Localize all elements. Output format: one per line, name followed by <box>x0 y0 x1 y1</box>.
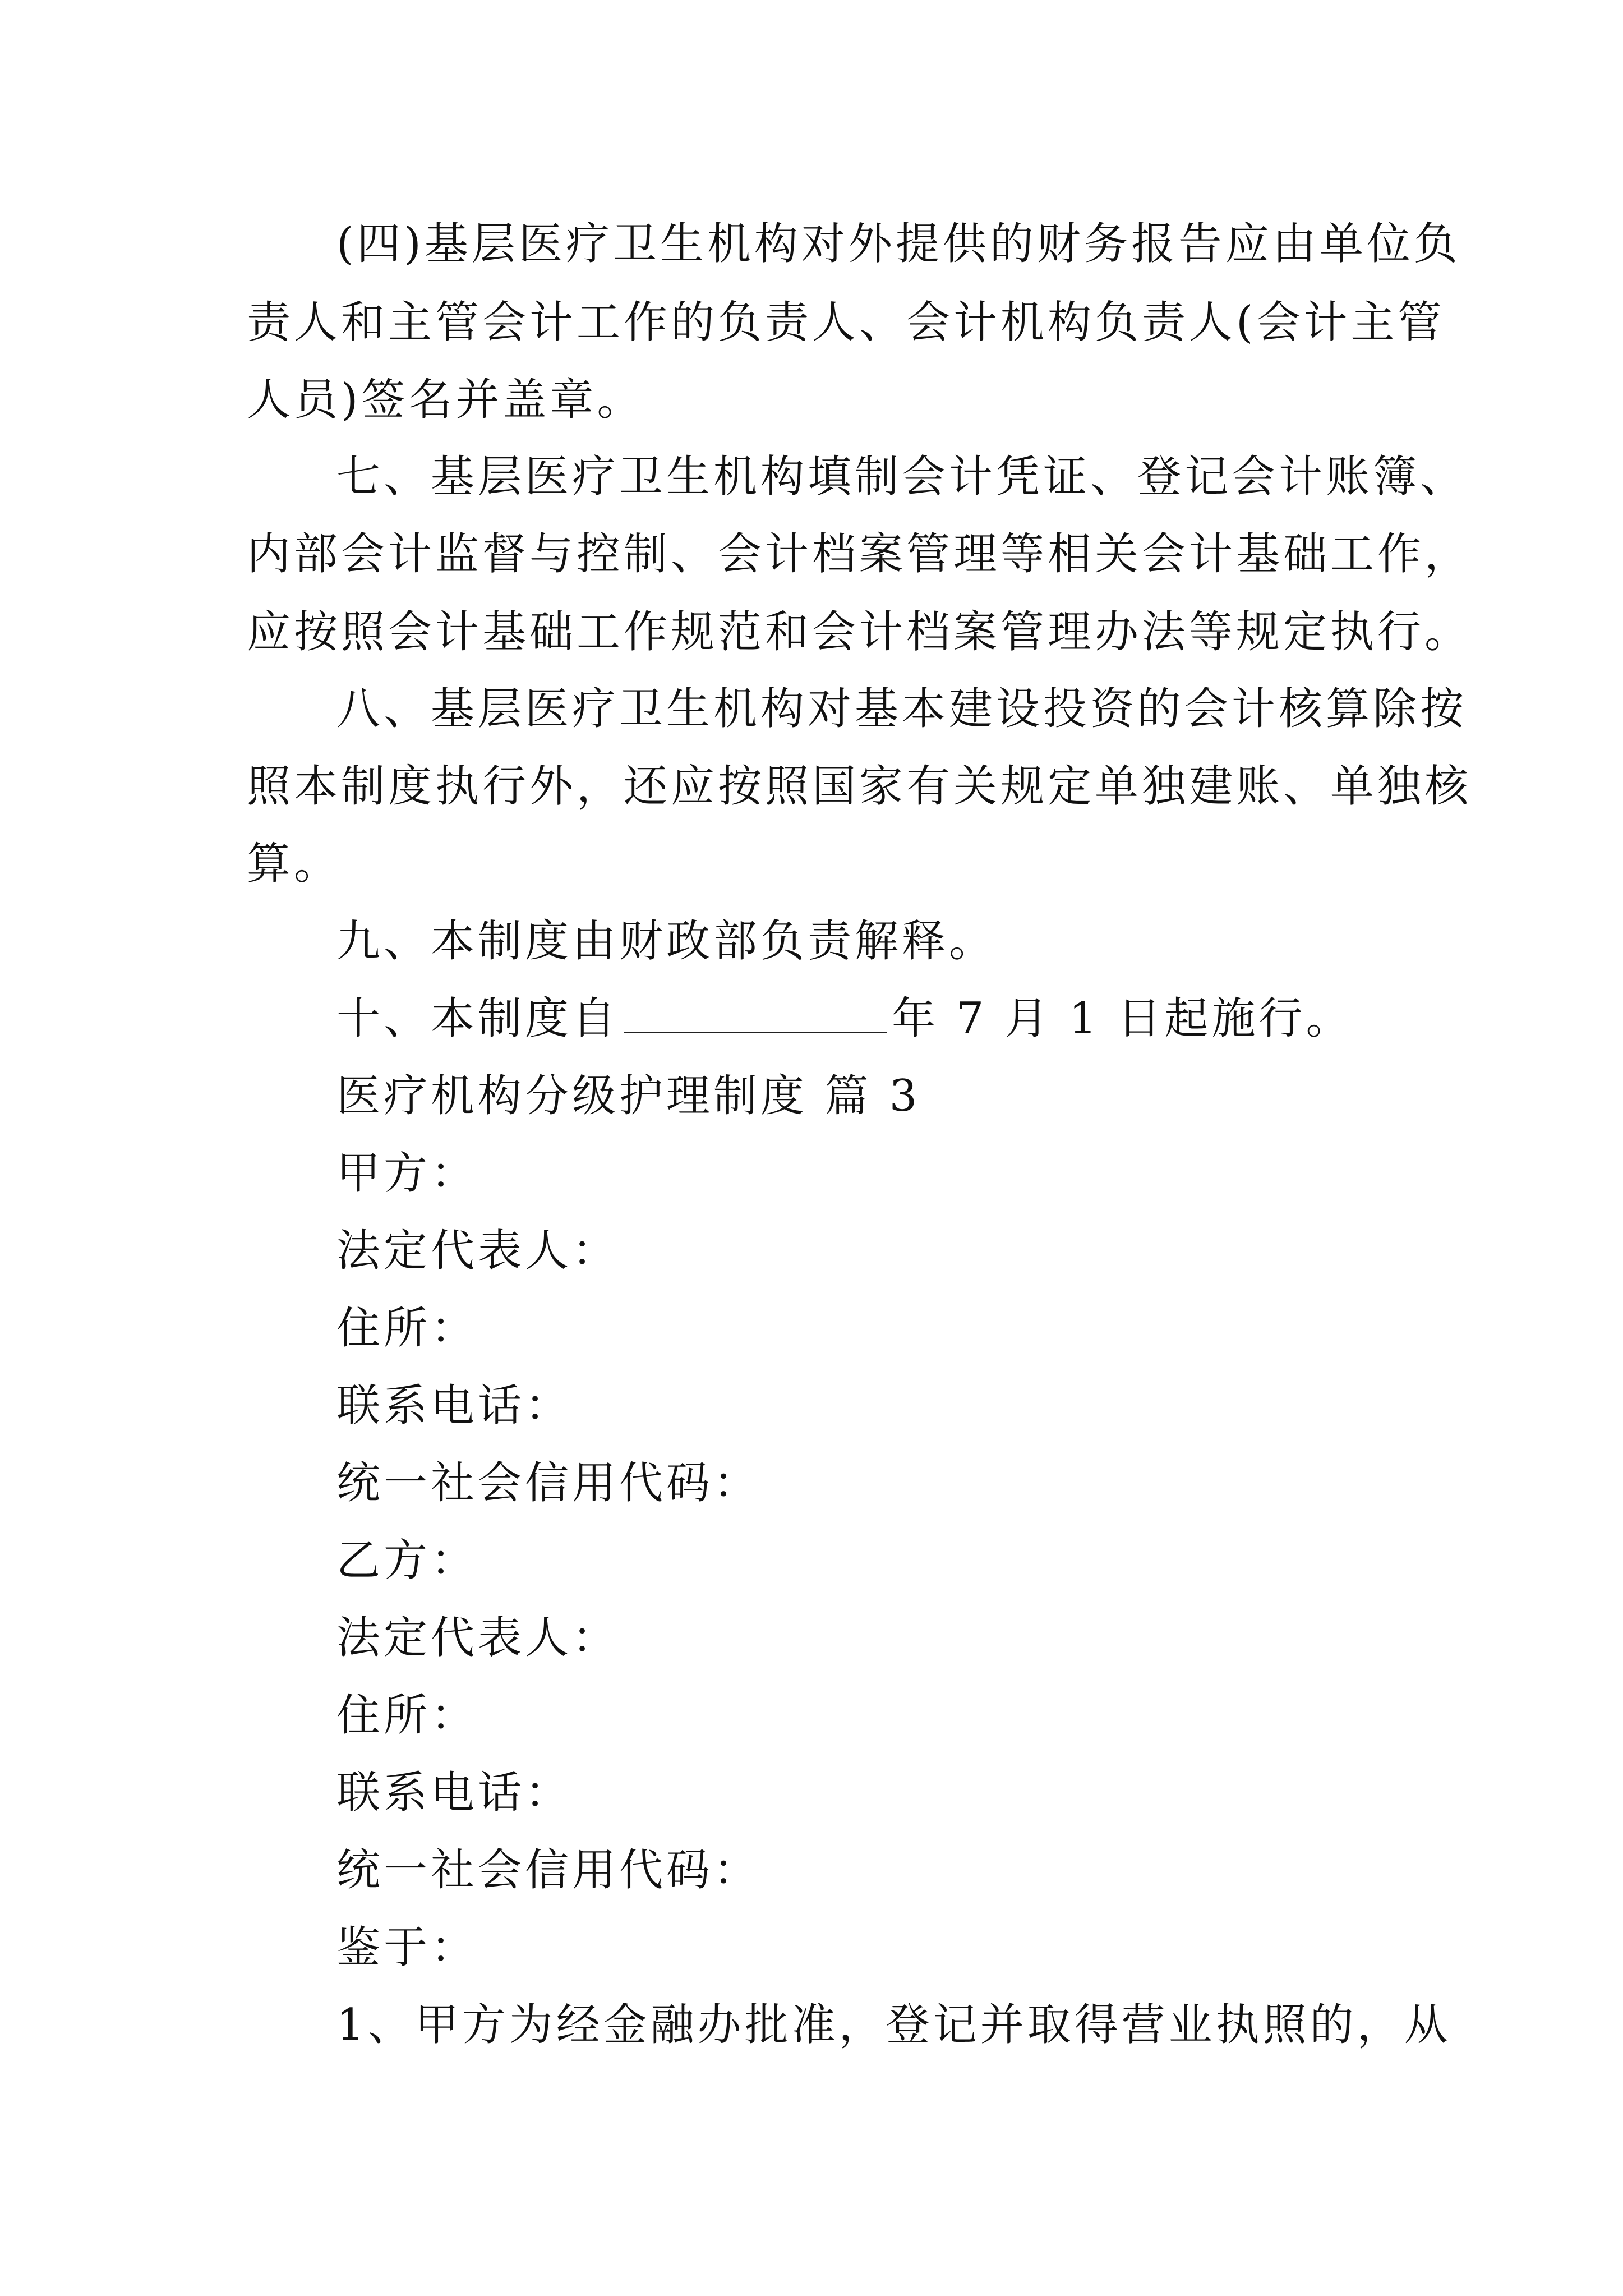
party-b-representative: 法定代表人： <box>336 1613 620 1663</box>
party-b-phone: 联系电话： <box>336 1768 573 1818</box>
effective-date-prefix: 十、本制度自 <box>336 993 620 1044</box>
paragraph-line: (四)基层医疗卫生机构对外提供的财务报告应由单位负 <box>336 219 1461 269</box>
section-heading: 医疗机构分级护理制度 篇 3 <box>336 1071 921 1121</box>
paragraph-line: 算。 <box>247 839 342 889</box>
paragraph-line: 八、基层医疗卫生机构对基本建设投资的会计核算除按 <box>336 684 1468 734</box>
paragraph-line: 人员)签名并盖章。 <box>247 375 644 425</box>
paragraph-line: 应按照会计基础工作规范和会计档案管理办法等规定执行。 <box>247 607 1472 657</box>
effective-date-suffix: 年 7 月 1 日起施行。 <box>892 993 1353 1044</box>
party-b-label: 乙方： <box>336 1535 478 1586</box>
party-a-address: 住所： <box>336 1303 478 1354</box>
paragraph-line: 内部会计监督与控制、会计档案管理等相关会计基础工作， <box>247 529 1472 579</box>
party-a-credit-code: 统一社会信用代码： <box>336 1458 761 1508</box>
party-a-phone: 联系电话： <box>336 1381 573 1431</box>
party-b-address: 住所： <box>336 1690 478 1741</box>
party-a-representative: 法定代表人： <box>336 1226 620 1276</box>
paragraph-line-effective-date <box>336 991 1353 1047</box>
blank-year-underline <box>624 992 887 1033</box>
clause-1: 1、甲方为经金融办批准，登记并取得营业执照的，从 <box>336 2000 1451 2050</box>
paragraph-line: 照本制度执行外，还应按照国家有关规定单独建账、单独核 <box>247 761 1472 812</box>
party-a-label: 甲方： <box>336 1148 478 1199</box>
paragraph-line: 九、本制度由财政部负责解释。 <box>336 916 997 967</box>
paragraph-line: 责人和主管会计工作的负责人、会计机构负责人(会计主管 <box>247 297 1445 348</box>
whereas-label: 鉴于： <box>336 1922 478 1973</box>
paragraph-line: 七、基层医疗卫生机构填制会计凭证、登记会计账簿、 <box>336 452 1468 502</box>
party-b-credit-code: 统一社会信用代码： <box>336 1845 761 1895</box>
